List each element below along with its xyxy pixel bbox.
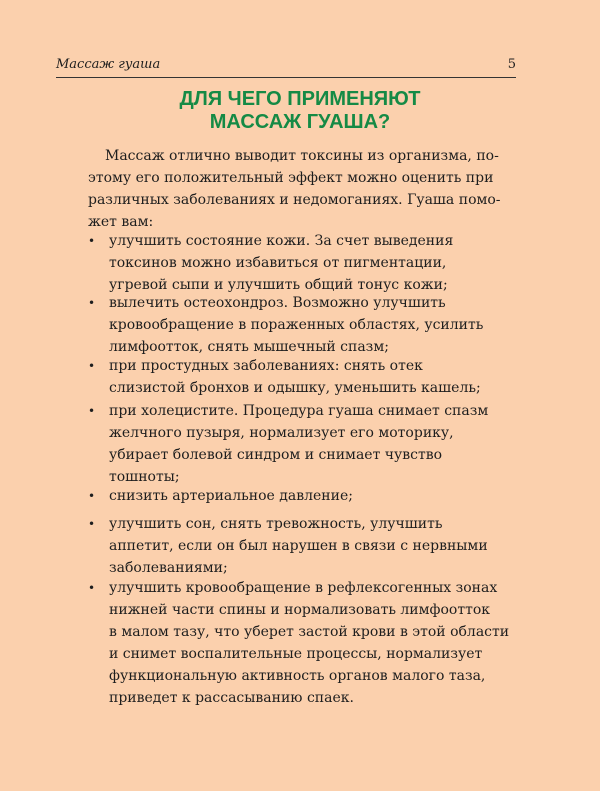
list-item-line: вылечить остеохондроз. Возможно улучшить (109, 295, 446, 311)
bullet-icon: • (88, 234, 96, 248)
list-item-line: лимфоотток, снять мышечный спазм; (109, 339, 389, 355)
list-item-line: в малом тазу, что уберет застой крови в этой области (109, 624, 510, 640)
bullet-icon: • (88, 359, 96, 373)
bullet-icon: • (88, 517, 96, 531)
list-item-line: токсинов можно избавиться от пигментации, (109, 255, 447, 271)
running-title: Массаж гуаша (56, 57, 161, 72)
list-item-line: улучшить кровообращение в рефлексогенных зонах (109, 580, 498, 596)
list-item-line: нижней части спины и нормализовать лимфоотток (109, 602, 491, 618)
list-item-line: угревой сыпи и улучшить общий тонус кожи; (109, 277, 448, 293)
bullet-icon: • (88, 404, 96, 418)
heading-line-1: ДЛЯ ЧЕГО ПРИМЕНЯЮТ (179, 88, 421, 110)
section-heading (0, 88, 600, 134)
heading-line-2: МАССАЖ ГУАША? (209, 111, 391, 133)
intro-line: различных заболеваниях и недомоганиях. Гуаша помо- (88, 192, 501, 208)
bullet-icon: • (88, 581, 96, 595)
list-item-line: при холецистите. Процедура гуаша снимает спазм (109, 403, 489, 419)
list-item-line: приведет к рассасыванию спаек. (109, 690, 354, 706)
running-header (56, 57, 516, 78)
list-item-line: слизистой бронхов и одышку, уменьшить кашель; (109, 380, 481, 396)
list-item-line: функциональную активность органов малого таза, (109, 668, 486, 684)
list-item-line: желчного пузыря, нормализует его моторику, (109, 425, 454, 441)
page-number: 5 (507, 57, 516, 72)
list-item-line: кровообращение в пораженных областях, усилить (109, 317, 484, 333)
list-item-line: заболеваниями; (109, 560, 228, 576)
list-item-line: при простудных заболеваниях: снять отек (109, 358, 423, 374)
intro-paragraph (88, 145, 508, 233)
intro-line: этому его положительный эффект можно оценить при (88, 170, 494, 186)
bullet-icon: • (88, 296, 96, 310)
list-item-line: улучшить сон, снять тревожность, улучшить (109, 516, 443, 532)
list-item-line: снизить артериальное давление; (109, 488, 353, 504)
intro-line: Массаж отлично выводит токсины из организма, по- (105, 148, 499, 164)
list-item-line: тошноты; (109, 469, 180, 485)
list-item-line: и снимет воспалительные процессы, нормализует (109, 646, 483, 662)
intro-line: жет вам: (88, 214, 154, 230)
list-item-line: убирает болевой синдром и снимает чувство (109, 447, 443, 463)
list-item-line: улучшить состояние кожи. За счет выведения (109, 233, 454, 249)
bullet-icon: • (88, 489, 96, 503)
list-item-line: аппетит, если он был нарушен в связи с нервными (109, 538, 488, 554)
